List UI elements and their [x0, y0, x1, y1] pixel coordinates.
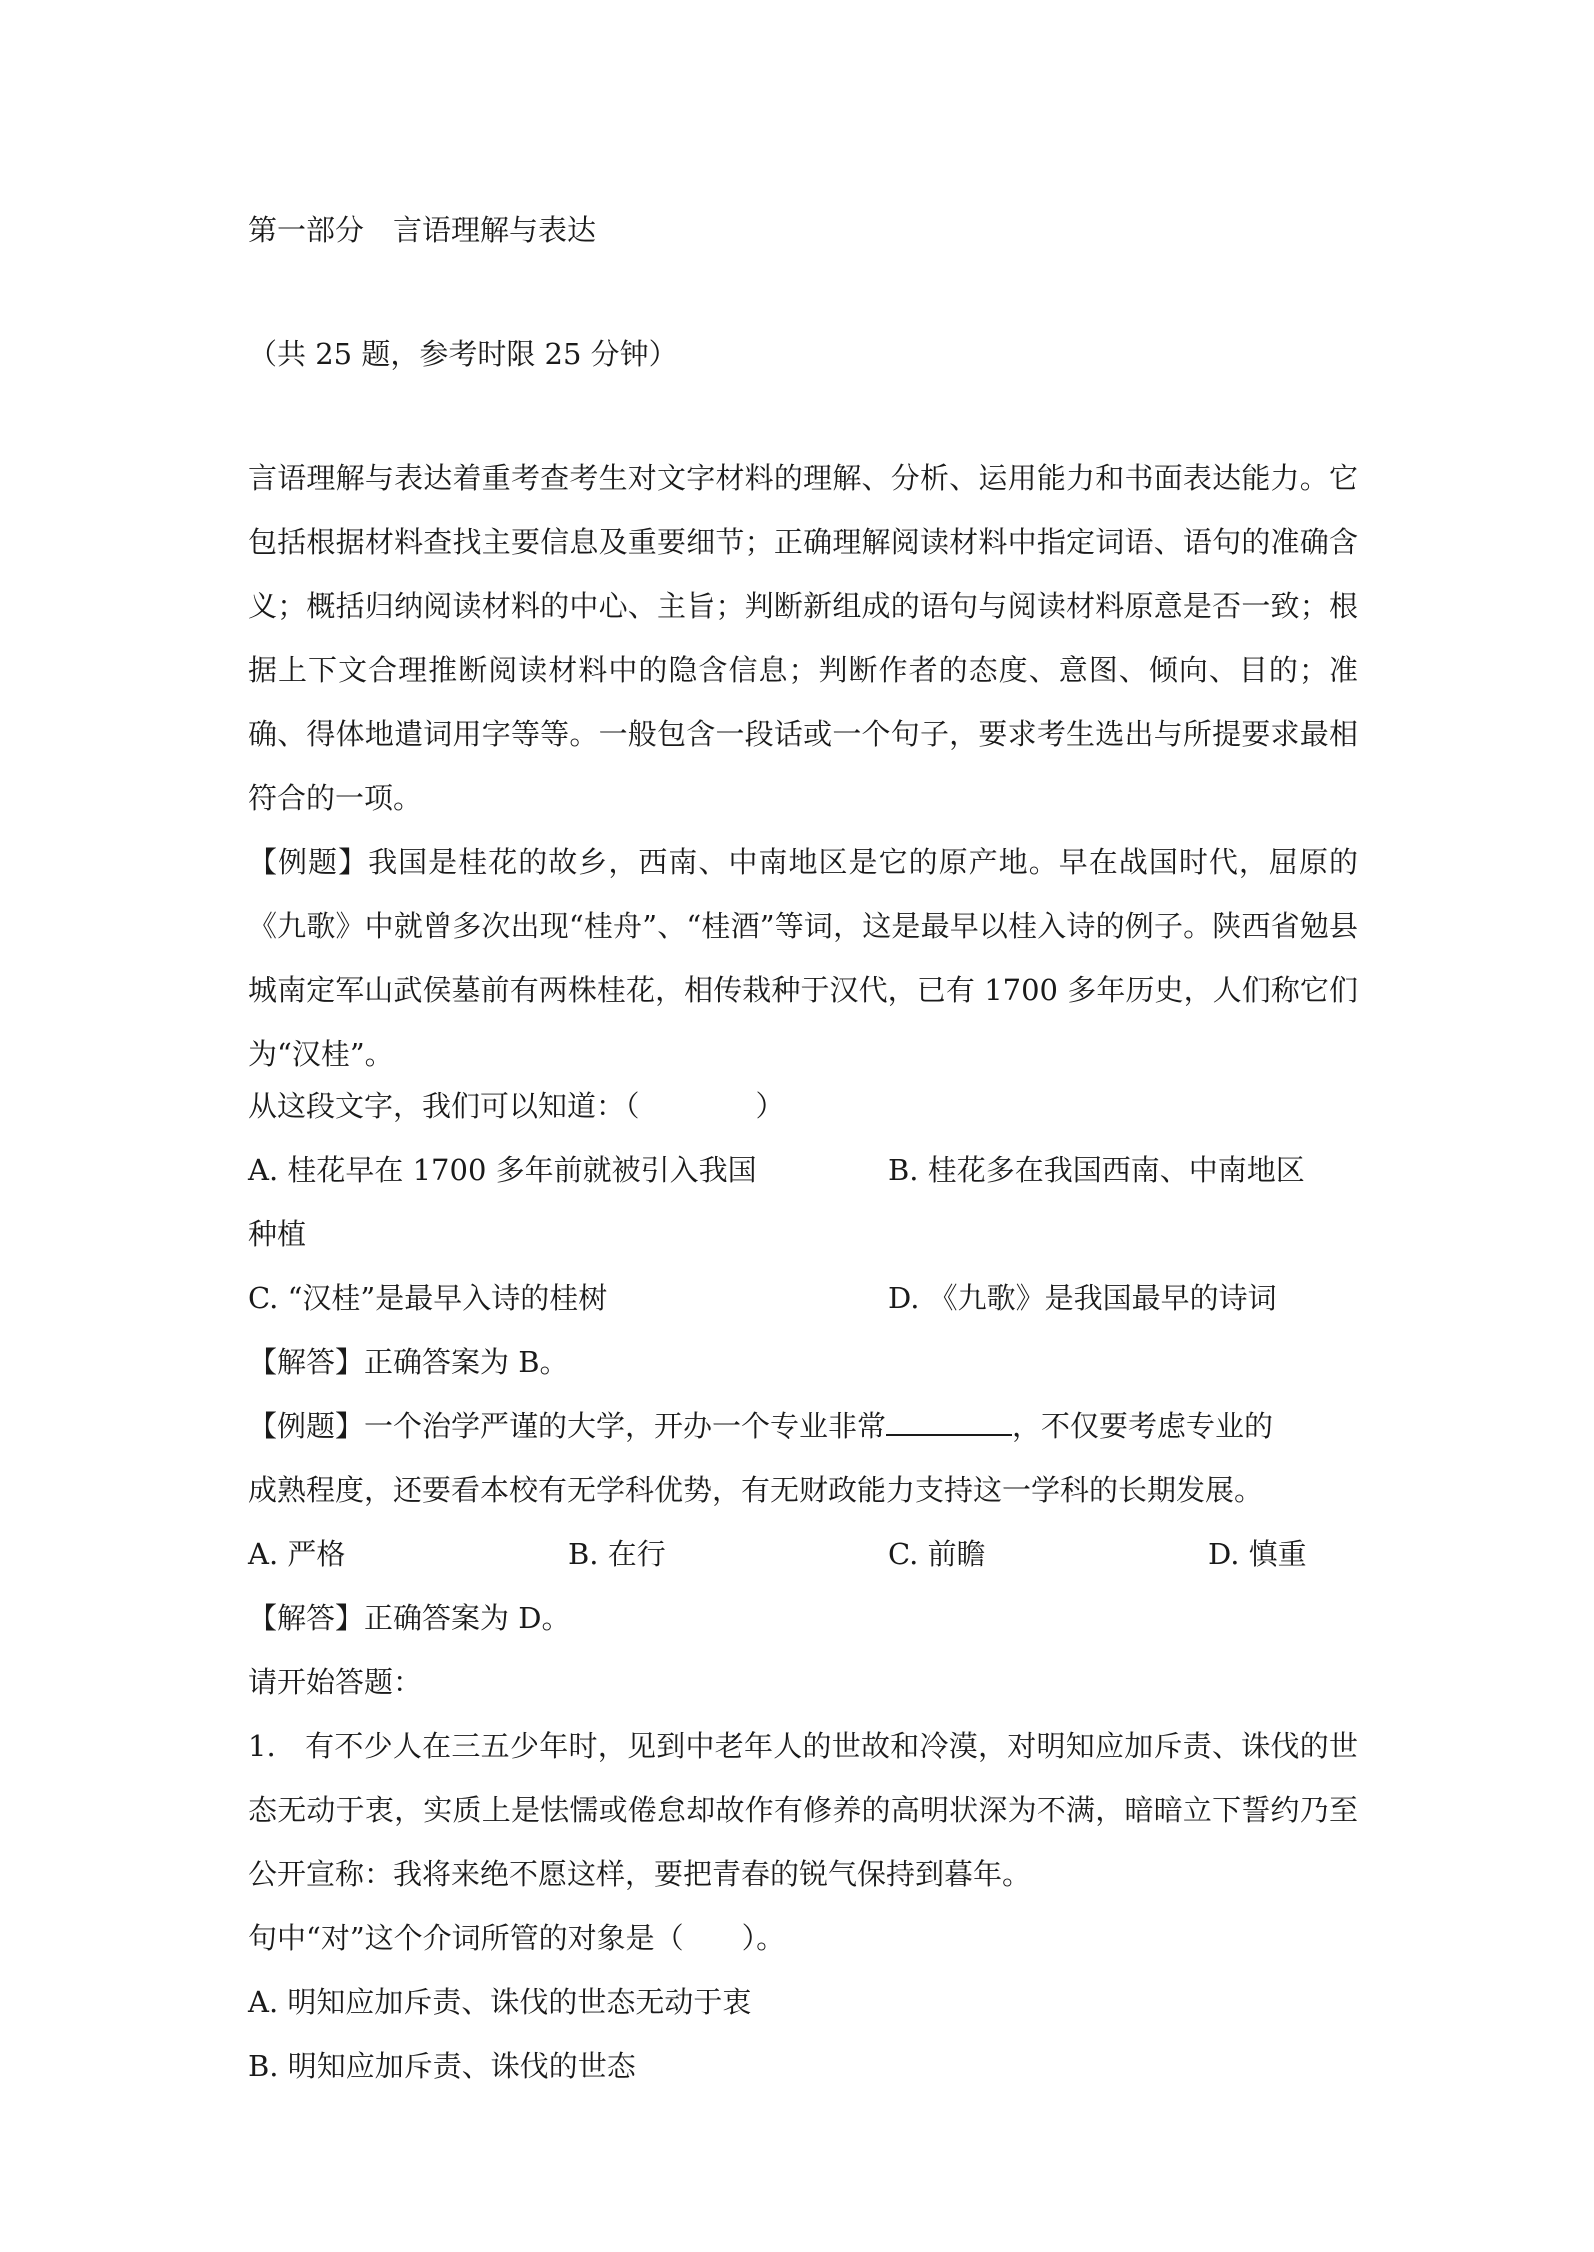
question1-question: 句中“对”这个介词所管的对象是（ ）。 — [248, 1921, 786, 1955]
example2-option-a: A. 严格 — [248, 1537, 346, 1571]
question1-option-a: A. 明知应加斥责、诛伐的世态无动于衷 — [248, 1985, 752, 2019]
example1-option-c: C. “汉桂”是最早入诗的桂树 — [248, 1281, 608, 1315]
start-prompt: 请开始答题： — [248, 1665, 423, 1699]
example1-option-b-wrap: 种植 — [248, 1217, 307, 1251]
question1-body: 1. 有不少人在三五少年时，见到中老年人的世故和冷漠，对明知应加斥责、诛伐的世态无动于衷，实质上是怯懦或倦怠却故作有修养的高明状深为不满，暗暗立下誓约乃至公开宣称：我将来绝不愿这样，要把青春的锐气保持到暮年。 — [248, 1729, 1358, 1891]
example1-question: 从这段文字，我们可以知道：（ ） — [248, 1089, 785, 1123]
example1-option-a: A. 桂花早在 1700 多年前就被引入我国 — [248, 1153, 757, 1187]
example2-body-after-blank: ，不仅要考虑专业的 — [1012, 1409, 1274, 1443]
intro-paragraph: 言语理解与表达着重考查考生对文字材料的理解、分析、运用能力和书面表达能力。它包括根据材料查找主要信息及重要细节；正确理解阅读材料中指定词语、语句的准确含义；概括归纳阅读材料的中心、主旨；判断新组成的语句与阅读材料原意是否一致；根据上下文合理推断阅读材料中的隐含信息；判断作者的态度、意图、倾向、目的；准确、得体地遣词用字等等。一般包含一段话或一个句子，要求考生选出与所提要求最相符合的一项。 — [248, 461, 1358, 815]
example1-option-b: B. 桂花多在我国西南、中南地区 — [888, 1153, 1305, 1187]
example2-answer: 【解答】正确答案为 D。 — [248, 1601, 571, 1635]
example2-body-line2: 成熟程度，还要看本校有无学科优势，有无财政能力支持这一学科的长期发展。 — [248, 1473, 1264, 1507]
question1-option-b: B. 明知应加斥责、诛伐的世态 — [248, 2049, 636, 2083]
fill-in-blank — [886, 1406, 1012, 1436]
example2-body-line1 — [248, 1406, 1273, 1446]
section-subtitle: （共 25 题，参考时限 25 分钟） — [248, 337, 678, 371]
example2-option-c: C. 前瞻 — [888, 1537, 986, 1571]
example2-body-before-blank: 【例题】一个治学严谨的大学，开办一个专业非常 — [248, 1409, 887, 1443]
example2-option-d: D. 慎重 — [1208, 1537, 1307, 1571]
example1-answer: 【解答】正确答案为 B。 — [248, 1345, 569, 1379]
example1-body: 【例题】我国是桂花的故乡，西南、中南地区是它的原产地。早在战国时代，屈原的《九歌》中就曾多次出现“桂舟”、“桂酒”等词，这是最早以桂入诗的例子。陕西省勉县城南定军山武侯墓前有两株桂花，相传栽种于汉代，已有 1700 多年历史，人们称它们为“汉桂”。 — [248, 845, 1358, 1071]
example2-option-b: B. 在行 — [568, 1537, 666, 1571]
section-title: 第一部分 言语理解与表达 — [248, 213, 597, 247]
example1-option-d: D. 《九歌》是我国最早的诗词 — [888, 1281, 1277, 1315]
